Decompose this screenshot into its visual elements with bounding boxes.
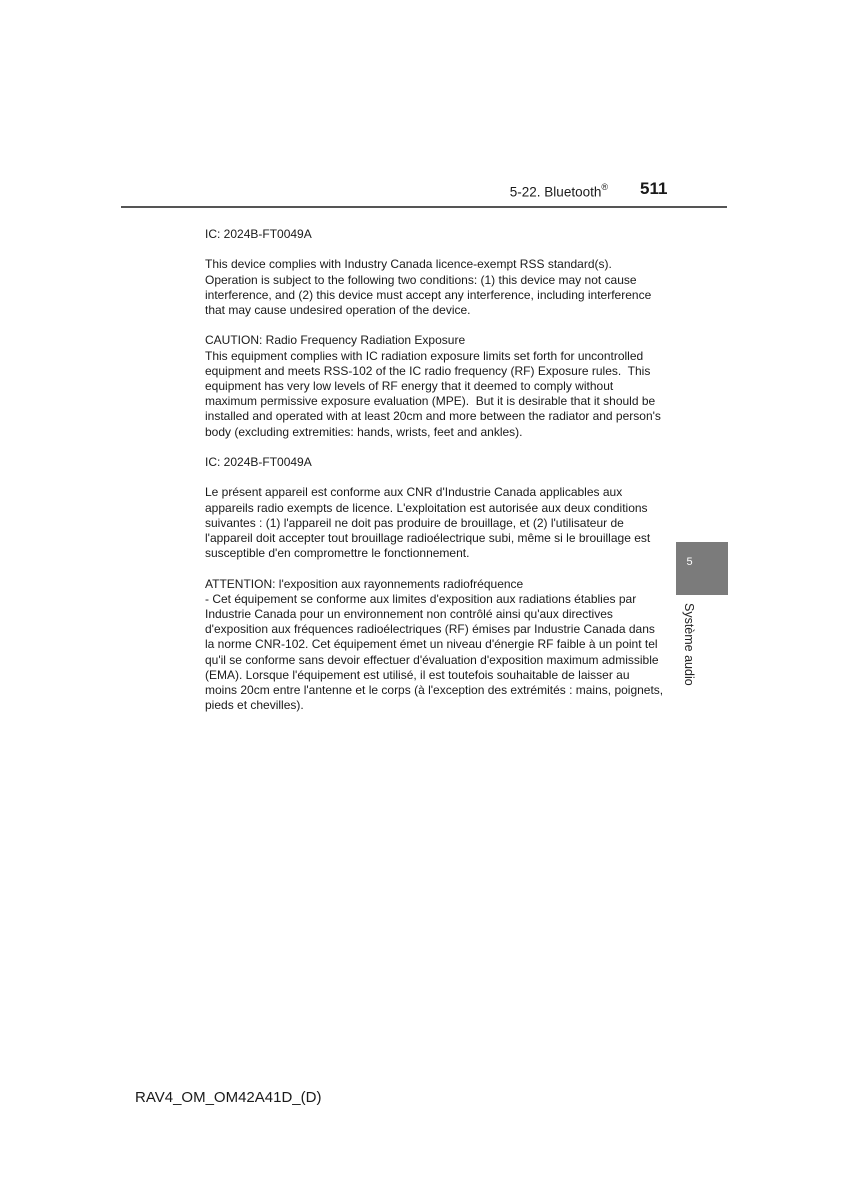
ic-number-fr: IC: 2024B-FT0049A bbox=[205, 455, 312, 469]
caution-paragraph-en: CAUTION: Radio Frequency Radiation Exposure This equipment complies with IC radiation exposure limits set forth for uncontrolled equipment and meets RSS-102 of the IC radio frequency (RF) Exposure rules. This equipment has very low levels of RF energy that it deemed to comply without maximum permissive exposure evaluation (MPE). But it is desirable that it should be installed and operated with at least 20cm and more between the radiator and person's body (excluding extremities: hands, wrists, feet and ankles). bbox=[205, 333, 661, 439]
document-body bbox=[205, 227, 675, 729]
registered-mark: ® bbox=[601, 182, 608, 192]
header-divider bbox=[121, 206, 727, 208]
chapter-number: 5 bbox=[686, 556, 693, 568]
compliance-paragraph-en: This device complies with Industry Canada licence-exempt RSS standard(s). Operation is subject to the following two conditions: (1) this device may not cause interference, and (2) this device must accept any interference, including interference that may cause undesired operation of the device. bbox=[205, 257, 652, 317]
chapter-label: Système audio bbox=[682, 603, 696, 686]
chapter-tab bbox=[676, 542, 728, 595]
compliance-paragraph-fr: Le présent appareil est conforme aux CNR d'Industrie Canada applicables aux appareils radio exempts de licence. L'exploitation est autorisée aux deux conditions suivantes : (1) l'appareil ne doit pas produire de brouillage, et (2) l'utilisateur de l'appareil doit accepter tout brouillage radioélectrique subi, même si le brouillage est susceptible d'en compromettre le fonctionnement. bbox=[205, 485, 651, 561]
manual-code: RAV4_OM_OM42A41D_(D) bbox=[135, 1089, 322, 1106]
page-number: 511 bbox=[640, 179, 668, 198]
section-title bbox=[510, 183, 608, 200]
attention-paragraph-fr: ATTENTION: l'exposition aux rayonnements radiofréquence - Cet équipement se conforme aux limites d'exposition aux radiations établies par Industrie Canada pour un environnement non contrôlé ainsi qu'aux directives d'exposition aux fréquences radioélectriques (RF) émises par Industrie Canada dans la norme CNR-102. Cet équipement émet un niveau d'énergie RF faible à un point tel qu'il se conforme sans devoir effectuer d'évaluation d'exposition maximum admissible (EMA). Lorsque l'équipement est utilisé, il est toutefois souhaitable de laisser au moins 20cm entre l'antenne et le corps (à l'exception des extrémités : mains, poignets, pieds et chevilles). bbox=[205, 576, 664, 713]
section-title-text: 5-22. Bluetooth bbox=[509, 184, 602, 200]
ic-number-en: IC: 2024B-FT0049A bbox=[205, 227, 312, 241]
